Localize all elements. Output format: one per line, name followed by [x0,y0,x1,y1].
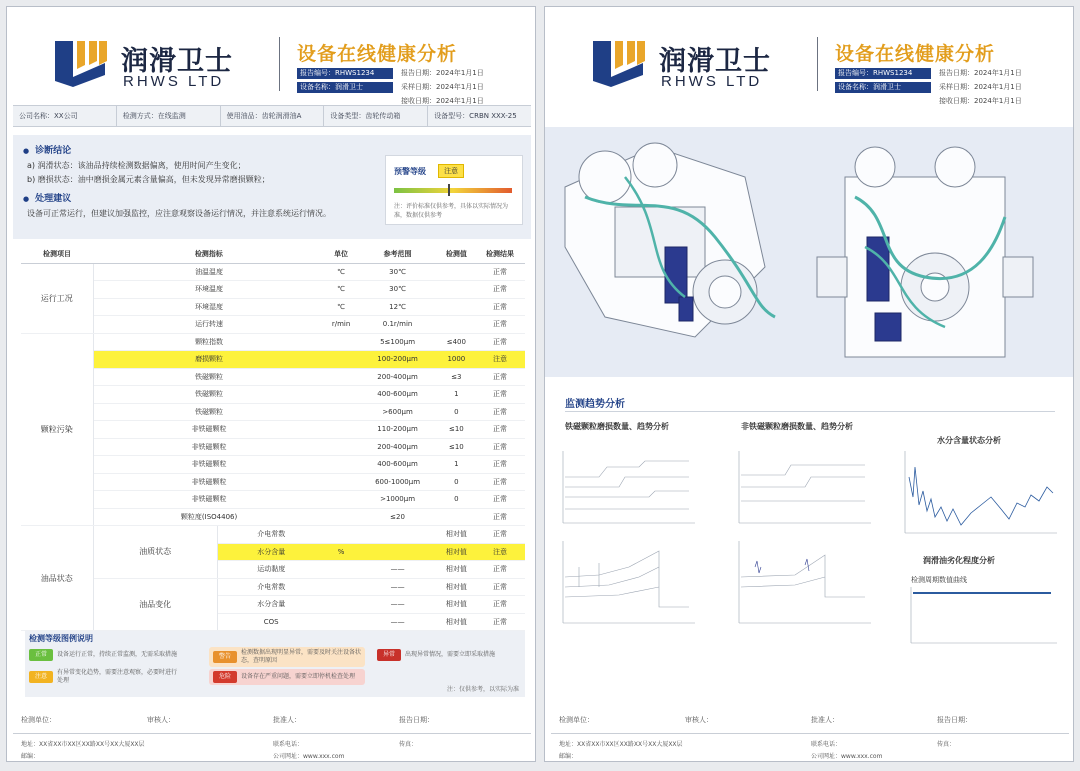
meta-row [297,81,531,93]
cell-result: 正常 [475,508,525,526]
cell-item: 非铁磁颗粒 [93,456,325,474]
test-method: 检测方式：在线监测 [117,106,221,126]
device-name: 设备名称：润滑卫士 [297,82,393,93]
legend-text: 设备存在严重问题，需要立即停机检查处理 [241,673,356,680]
cell-unit [325,578,358,596]
sign-unit: 检测单位： [21,716,56,724]
water-content-chart [901,447,1061,537]
cell-item: 环境温度 [93,281,325,299]
receive-date: 接收日期：2024年1月1日 [939,97,1022,105]
phone: 联系电话： [811,741,842,748]
cell-ref: 30℃ [357,263,437,281]
receive-date: 接收日期：2024年1月1日 [401,97,484,105]
cell-ref: —— [357,596,437,614]
cell-unit [325,351,358,369]
cell-item: 运动黏度 [217,561,324,579]
cell-item: COS [217,613,324,631]
table-row [21,473,525,491]
footer-divider [13,733,531,734]
report-meta [297,67,531,109]
legend-item-danger [209,669,365,685]
cell-item: 颗粒度(ISO4406) [93,508,325,526]
cell-unit [325,491,358,509]
table-row [21,316,525,334]
th-group: 检测项目 [21,245,93,263]
cell-value: 相对值 [438,526,475,544]
cell-result: 正常 [475,263,525,281]
report-date: 报告日期：2024年1月1日 [939,69,1022,77]
report-meta [835,67,1069,109]
cell-item: 油温温度 [93,263,325,281]
legend-chip: 警告 [213,651,237,663]
cell-unit: r/min [325,316,358,334]
cell-unit [325,456,358,474]
legend-chip: 危险 [213,671,237,683]
brand-name-cn: 润滑卫士 [659,46,771,77]
chart-subtitle-degradation: 检测周期数值曲线 [911,576,967,584]
cell-ref: 600-1000μm [357,473,437,491]
cell-ref: 0.1r/min [357,316,437,334]
phone: 联系电话： [273,741,304,748]
cell-value [438,263,475,281]
table-row [21,508,525,526]
warning-gradient-bar [394,188,512,193]
document-title: 设备在线健康分析 [297,43,458,65]
cell-result: 正常 [475,613,525,631]
th-ref: 参考范围 [357,245,437,263]
cell-group: 运行工况 [21,263,93,333]
sign-approver: 批准人： [273,716,301,724]
cell-subgroup: 油品变化 [93,578,217,631]
cell-item: 环境湿度 [93,298,325,316]
table-header-row [21,245,525,263]
trend-section-title: 监测趋势分析 [565,399,625,410]
address: 地址：XX省XX市XX区XX路XX号XX大厦XX层 [21,741,145,748]
address-row [559,739,1063,748]
signature-row [559,715,1063,725]
cell-value: 1 [438,386,475,404]
cell-ref: —— [357,561,437,579]
cell-result: 正常 [475,298,525,316]
cell-result: 正常 [475,368,525,386]
legend-chip: 注意 [29,671,53,683]
cell-unit [325,613,358,631]
table-row [21,403,525,421]
fax: 传真： [937,741,956,748]
cell-unit [325,438,358,456]
cell-value [438,298,475,316]
cell-unit [325,561,358,579]
warning-title: 预警等级 [394,167,426,176]
fax: 传真： [399,741,418,748]
cell-item: 磨损颗粒 [93,351,325,369]
cell-ref: 400-600μm [357,456,437,474]
equipment-illustration [545,127,1074,377]
sign-approver: 批准人： [811,716,839,724]
cell-result: 正常 [475,403,525,421]
contact-row [21,751,525,760]
ferrous-trend-chart [559,447,699,527]
cell-value: 相对值 [438,613,475,631]
conclusion-title: ● 诊断结论 [23,143,71,156]
results-table [21,245,525,631]
report-number: 报告编号：RHWS1234 [835,68,931,79]
cell-result: 正常 [475,491,525,509]
cell-unit [325,473,358,491]
cell-value [438,316,475,334]
cell-unit [325,333,358,351]
nonferrous-trend-chart [735,447,875,527]
cell-result: 正常 [475,438,525,456]
nonferrous-detail-chart [735,537,875,627]
cell-unit [325,403,358,421]
brand-name-cn: 润滑卫士 [121,46,233,77]
cell-item: 水分含量 [217,543,324,561]
trend-title-divider [565,411,1055,412]
cell-ref: ≤20 [357,508,437,526]
cell-subgroup: 油质状态 [93,526,217,579]
cell-unit [325,596,358,614]
warning-level-box [385,155,523,225]
legend-text: 设备运行正常，持续正常监测，无需采取措施 [57,651,178,658]
cell-result: 正常 [475,578,525,596]
table-row [21,456,525,474]
cell-item: 颗粒指数 [93,333,325,351]
cell-result: 正常 [475,316,525,334]
table-row [21,438,525,456]
address-row [21,739,525,748]
cell-ref: >600μm [357,403,437,421]
conclusion-item-a: a) 润滑状态：该油品持续检测数据偏离，使用时间产生变化； [27,161,246,170]
cell-ref: 5≤100μm [357,333,437,351]
cell-item: 铁磁颗粒 [93,386,325,404]
chart-title-nonferrous: 非铁磁颗粒磨损数量、趋势分析 [741,422,853,431]
cell-item: 介电常数 [217,578,324,596]
th-unit: 单位 [325,245,358,263]
website: 公司网址：www.xxx.com [811,753,883,760]
table-row [21,491,525,509]
engine-iso-view [565,143,775,337]
cell-result: 正常 [475,333,525,351]
cell-group: 颗粒污染 [21,333,93,526]
engine-front-view [817,147,1033,357]
brand-name-en: RHWS LTD [123,73,225,90]
signature-row [21,715,525,725]
company-logo-icon [51,35,109,93]
company-name: 公司名称：XX公司 [13,106,117,126]
device-name: 设备名称：润滑卫士 [835,82,931,93]
header-divider [817,37,818,91]
cell-item: 铁磁颗粒 [93,368,325,386]
cell-unit: ℃ [325,298,358,316]
conclusion-section [13,135,531,239]
cell-value: 相对值 [438,596,475,614]
legend-text: 有异常变化趋势，需要注意观察，必要时进行处理 [57,669,178,684]
legend-text: 出现异常情况，需要立即采取措施 [405,651,496,658]
sign-date: 报告日期： [399,716,434,724]
cell-item: 非铁磁颗粒 [93,421,325,439]
cell-unit [325,421,358,439]
legend-chip: 正常 [29,649,53,661]
cell-ref [357,526,437,544]
th-index: 检测指标 [93,245,325,263]
cell-ref: 200-400μm [357,438,437,456]
address: 地址：XX省XX市XX区XX路XX号XX大厦XX层 [559,741,683,748]
cell-value: 相对值 [438,543,475,561]
legend-note: 注：仅供参考，以实际为准 [446,686,519,693]
cell-unit [325,526,358,544]
cell-value: ≤10 [438,438,475,456]
cell-value: 0 [438,491,475,509]
meta-row [297,67,531,79]
brand-name-en: RHWS LTD [661,73,763,90]
cell-result: 正常 [475,561,525,579]
sign-reviewer: 审核人： [147,716,175,724]
device-model: 设备型号：CRBN XXX-25 [434,112,517,120]
website: 公司网址：www.xxx.com [273,753,345,760]
cell-value: ≤3 [438,368,475,386]
report-number: 报告编号：RHWS1234 [297,68,393,79]
report-page-1 [6,6,536,762]
chart-title-ferrous: 铁磁颗粒磨损数量、趋势分析 [565,422,669,431]
info-bar [13,105,531,127]
legend-chip: 异常 [377,649,401,661]
legend-section [25,631,525,697]
cell-result: 注意 [475,543,525,561]
cell-ref: —— [357,578,437,596]
table-row [21,263,525,281]
device-type: 设备类型：齿轮传动箱 [324,106,428,126]
legend-title: 检测等级图例说明 [29,634,93,643]
cell-unit [325,508,358,526]
sample-date: 采样日期：2024年1月1日 [401,83,484,91]
advice-title: ● 处理建议 [23,191,71,204]
cell-value: 相对值 [438,561,475,579]
cell-value: 0 [438,403,475,421]
cell-item: 水分含量 [217,596,324,614]
warning-marker [448,184,450,196]
cell-value: 0 [438,473,475,491]
legend-item-warning [209,647,365,667]
cell-item: 非铁磁颗粒 [93,473,325,491]
sign-unit: 检测单位： [559,716,594,724]
ferrous-detail-chart [559,537,699,627]
table-row [21,578,525,596]
legend-item-attention [29,669,177,685]
table-row [21,333,525,351]
table-row [21,281,525,299]
table-row [21,368,525,386]
cell-ref: —— [357,613,437,631]
conclusion-item-b: b) 磨损状态：油中磨损金属元素含量偏高，但未发现异常磨损颗粒； [27,175,270,184]
cell-ref: 400-600μm [357,386,437,404]
chart-title-degradation: 润滑油劣化程度分析 [923,556,995,565]
footer-divider [551,733,1069,734]
legend-item-normal [29,649,177,661]
cell-unit: ℃ [325,281,358,299]
cell-value [438,281,475,299]
report-date: 报告日期：2024年1月1日 [401,69,484,77]
cell-value: 相对值 [438,578,475,596]
cell-value: 1000 [438,351,475,369]
cell-ref [357,543,437,561]
company-logo-icon [589,35,647,93]
cell-ref: 30℃ [357,281,437,299]
cell-item: 非铁磁颗粒 [93,491,325,509]
cell-ref: >1000μm [357,491,437,509]
cell-ref: 110-200μm [357,421,437,439]
cell-item: 运行转速 [93,316,325,334]
header-divider [279,37,280,91]
gearbox-engine-illustration [545,127,1074,377]
report-header [545,7,1073,103]
advice-text: 设备可正常运行，但建议加强监控，应注意观察设备运行情况，并注意系统运行情况。 [27,209,331,218]
report-page-2 [544,6,1074,762]
cell-group: 油品状态 [21,526,93,631]
table-row [21,421,525,439]
cell-result: 正常 [475,596,525,614]
cell-item: 非铁磁颗粒 [93,438,325,456]
cell-unit [325,386,358,404]
warning-badge: 注意 [438,164,464,178]
cell-result: 正常 [475,526,525,544]
table-row [21,386,525,404]
sign-reviewer: 审核人： [685,716,713,724]
postcode: 邮编： [559,753,578,760]
legend-text: 检测数据出现明显异常，需要及时关注设备状态，查明原因 [241,649,362,664]
cell-unit: ℃ [325,263,358,281]
table-row [21,526,525,544]
cell-value [438,508,475,526]
cell-unit: % [325,543,358,561]
cell-item: 介电常数 [217,526,324,544]
table-row [21,351,525,369]
cell-result: 正常 [475,456,525,474]
th-value: 检测值 [438,245,475,263]
report-header [7,7,535,103]
chart-title-water: 水分含量状态分析 [937,436,1001,445]
table-row [21,298,525,316]
cell-value: 1 [438,456,475,474]
cell-unit [325,368,358,386]
sample-date: 采样日期：2024年1月1日 [939,83,1022,91]
cell-ref: 100-200μm [357,351,437,369]
cell-value: ≤400 [438,333,475,351]
cell-result: 正常 [475,281,525,299]
warning-note: 注：评价标准仅供参考，具体以实际情况为准，数据仅供参考 [394,203,509,219]
document-title: 设备在线健康分析 [835,43,996,65]
postcode: 邮编： [21,753,40,760]
th-result: 检测结果 [475,245,525,263]
cell-result: 正常 [475,386,525,404]
cell-result: 正常 [475,473,525,491]
contact-row [559,751,1063,760]
cell-result: 注意 [475,351,525,369]
cell-item: 铁磁颗粒 [93,403,325,421]
oil-used: 使用油品：齿轮润滑油A [221,106,325,126]
legend-item-abnormal [377,649,525,661]
cell-value: ≤10 [438,421,475,439]
cell-ref: 200-400μm [357,368,437,386]
degradation-chart [901,583,1061,653]
sign-date: 报告日期： [937,716,972,724]
cell-result: 正常 [475,421,525,439]
cell-ref: 12℃ [357,298,437,316]
